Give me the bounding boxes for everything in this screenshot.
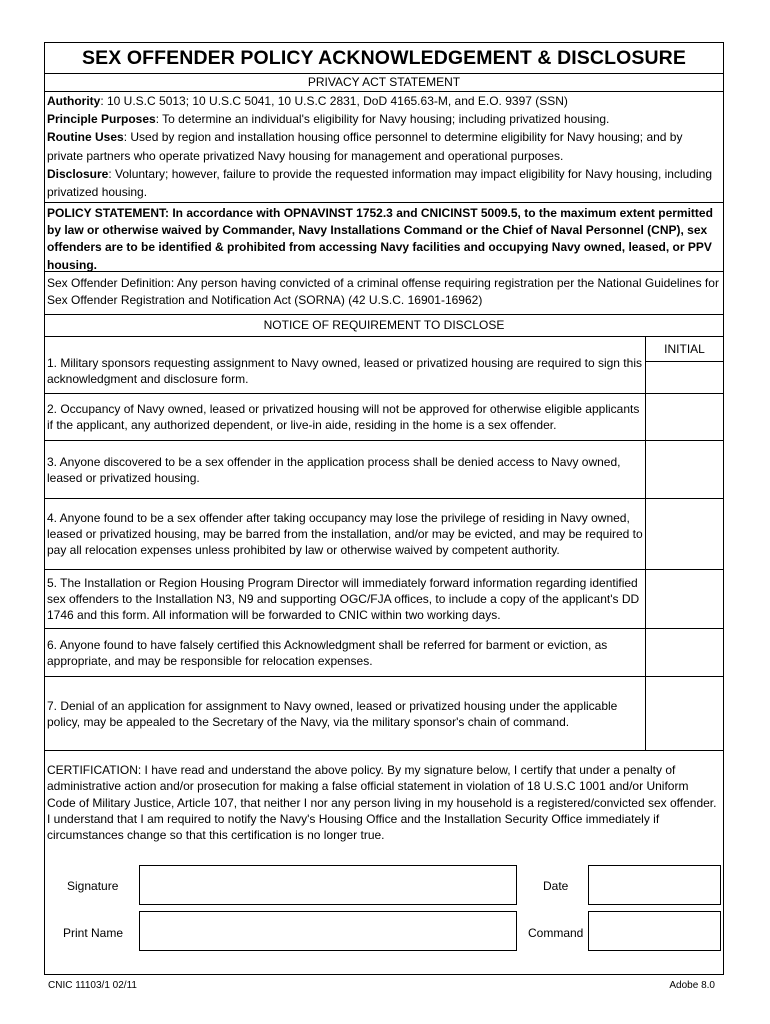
initial-field-7[interactable] — [645, 677, 723, 750]
form-container — [44, 42, 724, 991]
software-version: Adobe 8.0 — [669, 980, 715, 991]
privacy-routine-uses: Routine Uses: Used by region and installation housing office personnel to determine eligibility for Navy housing; and by private partners who operate privatized Navy housing for management and operational purposes. — [47, 130, 683, 163]
privacy-authority: Authority: 10 U.S.C 5013; 10 U.S.C 5041, 10 U.S.C 2831, DoD 4165.63-M, and E.O. 9397 (SSN) — [47, 94, 568, 108]
initial-field-1[interactable] — [646, 362, 723, 393]
initial-field-3[interactable] — [645, 441, 723, 498]
initial-field-6[interactable] — [645, 629, 723, 676]
initial-field-5[interactable] — [645, 570, 723, 628]
form-title: SEX OFFENDER POLICY ACKNOWLEDGEMENT & DISCLOSURE — [45, 43, 723, 74]
notice-item-text: 7. Denial of an application for assignment to Navy owned, leased or privatized housing under the applicable policy, may be appealed to the Secretary of the Navy, via the military sponsor's chain of command. — [47, 698, 618, 729]
signature-label: Signature — [67, 879, 119, 893]
notice-item-4 — [45, 499, 723, 570]
notice-item-1 — [45, 337, 723, 394]
date-label: Date — [543, 879, 569, 893]
privacy-disclosure: Disclosure: Voluntary; however, failure to provide the requested information may impact eligibility for Navy housing, including privatized housing. — [47, 166, 713, 200]
notice-item-3 — [45, 441, 723, 499]
signature-field[interactable] — [139, 865, 517, 905]
notice-item-text: 5. The Installation or Region Housing Program Director will immediately forward information regarding identified sex offenders to the Installation N3, N9 and supporting OGC/FJA offices, to include a copy of the applicant's DD 1746 and this form. All information will be forwarded to CNIC within two working days. — [47, 576, 640, 622]
initial-label: INITIAL — [646, 337, 723, 362]
notice-item-6 — [45, 629, 723, 677]
notice-item-5 — [45, 570, 723, 629]
notice-item-text: 4. Anyone found to be a sex offender after taking occupancy may lose the privilege of residing in Navy owned, leased or privatized housing, may be barred from the installation, and/or may be evicted, and may be required to pay all relocation expenses unless prohibited by law or otherwise waived by competent authority. — [47, 511, 643, 557]
date-field[interactable] — [588, 865, 721, 905]
policy-statement: POLICY STATEMENT: In accordance with OPNAVINST 1752.3 and CNICINST 5009.5, to the maximum extent permitted by law or otherwise waived by Commander, Navy Installations Command or the Chief of Naval Personnel (CNP), sex offenders are to be identified & prohibited from accessing Navy facilities and occupying Navy owned, leased, or PPV housing. — [45, 203, 723, 272]
privacy-principle-purposes: Principle Purposes: To determine an individual's eligibility for Navy housing; including privatized housing. — [47, 112, 610, 127]
form-number: CNIC 11103/1 02/11 — [48, 980, 137, 991]
initial-field-4[interactable] — [645, 499, 723, 569]
initial-field-2[interactable] — [645, 394, 723, 440]
initial-cell-1 — [645, 337, 723, 393]
command-label: Command — [528, 926, 584, 940]
notice-item-text: 1. Military sponsors requesting assignment to Navy owned, leased or privatized housing are required to sign this acknowledgment and disclosure form. — [47, 356, 642, 386]
print-name-label: Print Name — [63, 926, 124, 940]
notice-item-2 — [45, 394, 723, 441]
sex-offender-definition: Sex Offender Definition: Any person having convicted of a criminal offense requiring registration per the National Guidelines for Sex Offender Registration and Notification Act (SORNA) (42 U.S.C. 16901-16962) — [45, 272, 723, 315]
print-name-field[interactable] — [139, 911, 517, 951]
privacy-act-heading: PRIVACY ACT STATEMENT — [45, 74, 723, 92]
notice-item-text: 2. Occupancy of Navy owned, leased or privatized housing will not be approved for otherwise eligible applicants if the applicant, any authorized dependent, or live-in aide, residing in the home is a sex offender. — [47, 402, 640, 432]
notice-item-text: 6. Anyone found to have falsely certified this Acknowledgment shall be referred for barment or eviction, as appropriate, and may be responsible for relocation expenses. — [47, 637, 608, 668]
notice-heading: NOTICE OF REQUIREMENT TO DISCLOSE — [45, 315, 723, 337]
command-field[interactable] — [588, 911, 721, 951]
privacy-act-statement — [45, 92, 723, 203]
notice-item-7 — [45, 677, 723, 751]
certification-statement: CERTIFICATION: I have read and understand the above policy. By my signature below, I certify that under a penalty of administrative action and/or prosecution for making a false official statement in violation of 18 U.S.C 1001 and/or Uniform Code of Military Justice, Article 107, that neither I nor any person living in my household is a registered/convicted sex offender. I understand that I am required to notify the Navy's Housing Office and the Installation Security Office immediately if circumstances change so that this certification is no longer true. — [47, 763, 717, 843]
notice-item-text: 3. Anyone discovered to be a sex offender in the application process shall be denied access to Navy owned, leased or privatized housing. — [47, 454, 621, 485]
